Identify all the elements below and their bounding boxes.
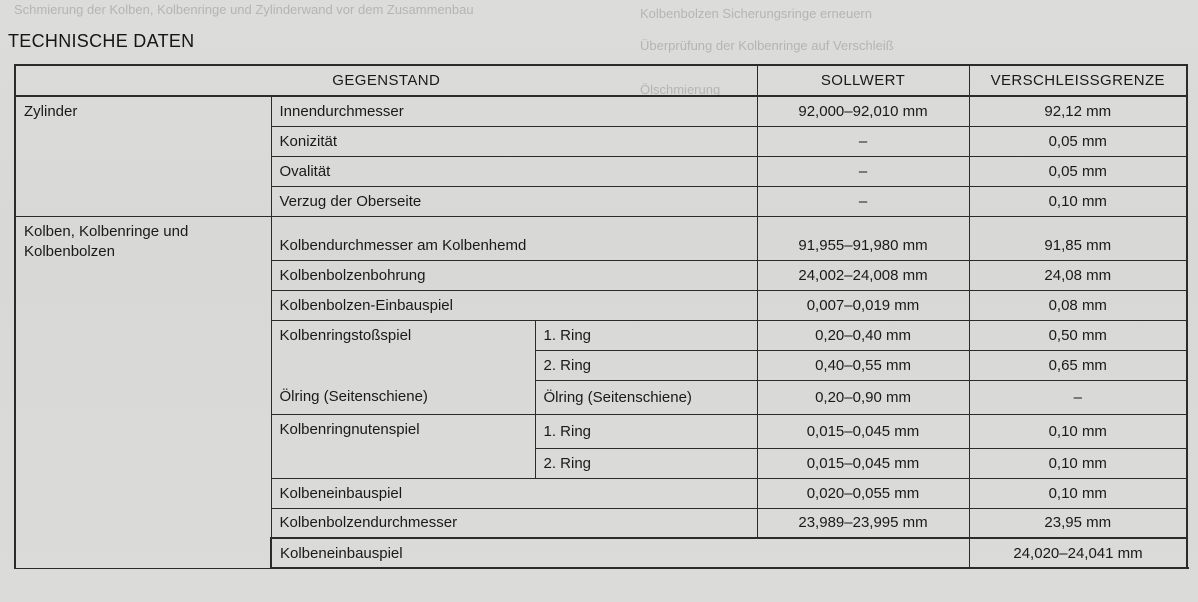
group-cylinder: Zylinder [15,96,271,216]
group-piston: Kolben, Kolbenringe und Kolbenbolzen [15,216,271,568]
bleed-through-text: Kolbenbolzen Sicherungsringe erneuern [640,6,872,21]
row-label: Kolbeneinbauspiel [271,478,757,508]
table-row [15,216,1187,260]
row-limit: 0,10 mm [969,448,1187,478]
row-nominal: – [757,126,969,156]
row-label: Kolbenbolzenbohrung [271,260,757,290]
row-limit: 92,12 mm [969,96,1187,126]
row-label: Konizität [271,126,757,156]
row-nominal: – [757,156,969,186]
row-label: Kolbenbolzendurchmesser [271,508,757,538]
row-limit: 0,05 mm [969,126,1187,156]
header-item: GEGENSTAND [15,65,757,96]
row-nominal: 23,989–23,995 mm [757,508,969,538]
row-sublabel: 1. Ring [535,414,757,448]
row-label: Kolbenbolzen-Einbauspiel [271,290,757,320]
table-header-row [15,65,1187,96]
row-nominal: 24,020–24,041 mm [969,538,1187,568]
row-nominal: 0,20–0,40 mm [757,320,969,350]
row-label: Kolbenringnutenspiel [271,414,535,478]
row-limit: 0,50 mm [969,320,1187,350]
row-limit: 0,65 mm [969,350,1187,380]
row-nominal: – [757,186,969,216]
group-last: Kolbeneinbauspiel [271,538,969,568]
row-sublabel: 2. Ring [535,448,757,478]
row-limit: 23,95 mm [969,508,1187,538]
bleed-through-text: Überprüfung der Kolbenringe auf Verschleiß [640,38,894,53]
row-limit: 91,85 mm [969,216,1187,260]
row-nominal: 0,020–0,055 mm [757,478,969,508]
row-nominal: 0,015–0,045 mm [757,414,969,448]
row-limit: 24,08 mm [969,260,1187,290]
row-label: Kolbendurchmesser am Kolbenhemd [271,216,757,260]
row-nominal: 0,20–0,90 mm [757,380,969,414]
row-label: Innendurchmesser [271,96,757,126]
row-nominal: 0,015–0,045 mm [757,448,969,478]
bleed-through-text: Ölschmierung [640,82,721,97]
row-nominal: 0,40–0,55 mm [757,350,969,380]
header-limit: VERSCHLEISSGRENZE [969,65,1187,96]
table-row [15,96,1187,126]
row-sublabel: Ölring (Seitenschiene) [535,380,757,414]
row-sublabel: 2. Ring [535,350,757,380]
row-limit: 0,10 mm [969,186,1187,216]
row-limit: 0,05 mm [969,156,1187,186]
header-nominal: SOLLWERT [757,65,969,96]
row-nominal: 0,007–0,019 mm [757,290,969,320]
row-limit: 0,10 mm [969,414,1187,448]
bleed-through-text: Schmierung der Kolben, Kolbenringe und Zylinderwand vor dem Zusammenbau [14,2,474,17]
row-label: Kolbenringstoßspiel [271,320,535,380]
row-limit: 0,10 mm [969,478,1187,508]
row-label: Verzug der Oberseite [271,186,757,216]
row-limit: 0,08 mm [969,290,1187,320]
row-sublabel: 1. Ring [535,320,757,350]
row-label: Ovalität [271,156,757,186]
row-nominal: 24,002–24,008 mm [757,260,969,290]
row-label: Ölring (Seitenschiene) [271,380,535,414]
spec-table [14,64,1188,569]
row-nominal: 91,955–91,980 mm [757,216,969,260]
page-title: TECHNISCHE DATEN [8,31,195,51]
row-limit: – [969,380,1187,414]
row-nominal: 92,000–92,010 mm [757,96,969,126]
